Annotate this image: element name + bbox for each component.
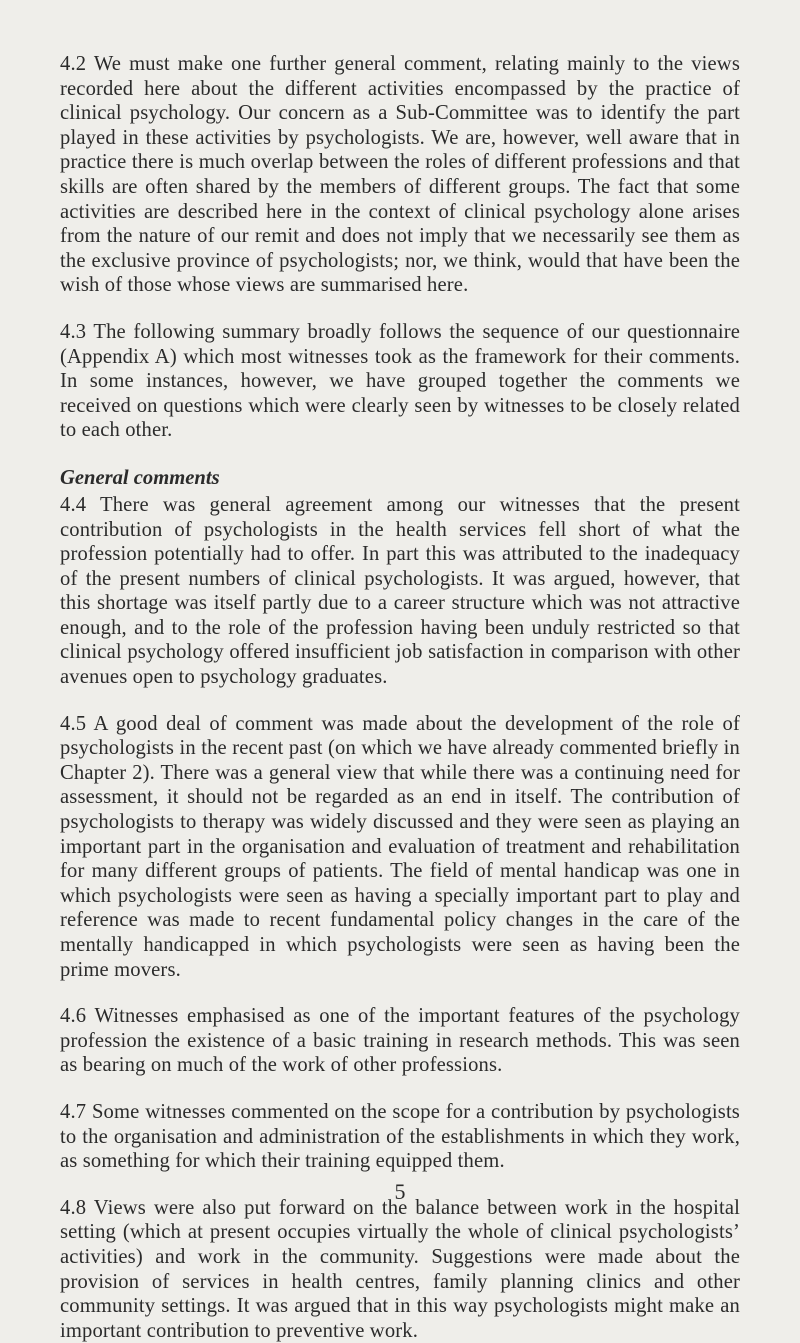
- paragraph-4-7: [60, 1100, 740, 1174]
- section-heading: General comments: [60, 466, 220, 489]
- paragraph-4-6: [60, 1004, 740, 1078]
- paragraph-4-3: [60, 320, 740, 443]
- paragraph-text: We must make one further general comment, relating mainly to the views recorded here about the different activities encompassed by the practice of clinical psychology. Our concern as a Sub-Committee was to identify the part played in these activities by psychologists. We are, however, well aware that in practice there is much overlap between the roles of different professions and that skills are often shared by the members of different groups. The fact that some activities are described here in the context of clinical psychology alone arises from the nature of our remit and does not imply that we necessarily see them as the exclusive province of psychologists; nor, we think, would that have been the wish of those whose views are summarised here.: [60, 53, 740, 297]
- paragraph-text: There was general agreement among our witnesses that the present contribution of psychologists in the health services fell short of what the profession potentially had to offer. In part this was attributed to the inadequacy of the present numbers of clinical psychologists. It was argued, however, that this shortage was itself partly due to a career structure which was not attractive enough, and to the role of the profession having been unduly restricted so that clinical psychology offered insufficient job satisfaction in comparison with other avenues open to psychology graduates.: [60, 493, 740, 689]
- paragraph-number: 4.8: [60, 1196, 87, 1219]
- paragraph-4-5: [60, 712, 740, 983]
- paragraph-4-4: [60, 493, 740, 690]
- paragraph-number: 4.5: [60, 712, 87, 735]
- paragraph-number: 4.3: [60, 320, 87, 343]
- paragraph-number: 4.7: [60, 1100, 87, 1123]
- paragraph-text: Some witnesses commented on the scope for a contribution by psychologists to the organisation and administration of the establishments in which they work, as something for which their training equipped them.: [60, 1100, 740, 1173]
- paragraph-4-2: [60, 52, 740, 298]
- paragraph-number: 4.6: [60, 1005, 87, 1028]
- paragraph-text: A good deal of comment was made about the development of the role of psychologists in the recent past (on which we have already commented briefly in Chapter 2). There was a general view that while there was a continuing need for assessment, it should not be regarded as an end in itself. The contribution of psychologists to therapy was widely discussed and they were seen as playing an important part in the organisation and evaluation of treatment and rehabilitation for many different groups of patients. The field of mental handicap was one in which psychologists were seen as having a specially important part to play and reference was made to recent fundamental policy changes in the care of the mentally handicapped in which psychologists were seen as having been the prime movers.: [60, 712, 740, 981]
- paragraph-text: Witnesses emphasised as one of the important features of the psychology profession the existence of a basic training in research methods. This was seen as bearing on much of the work of other professions.: [60, 1005, 740, 1077]
- paragraph-text: The following summary broadly follows the sequence of our questionnaire (Appendix A) which most witnesses took as the framework for their comments. In some instances, however, we have grouped together the comments we received on questions which were clearly seen by witnesses to be closely related to each other.: [60, 320, 740, 442]
- page-number: 5: [394, 1179, 406, 1204]
- paragraph-number: 4.2: [60, 53, 87, 75]
- paragraph-number: 4.4: [60, 493, 87, 516]
- paragraph-text: Views were also put forward on the balance between work in the hospital setting (which at present occupies virtually the whole of clinical psychologists’ activities) and work in the community. Suggestions were made about the provision of services in health centres, family planning clinics and other community settings. It was argued that in this way psychologists might make an important contribution to preventive work.: [60, 1196, 740, 1342]
- paragraph-4-8: [60, 1196, 740, 1343]
